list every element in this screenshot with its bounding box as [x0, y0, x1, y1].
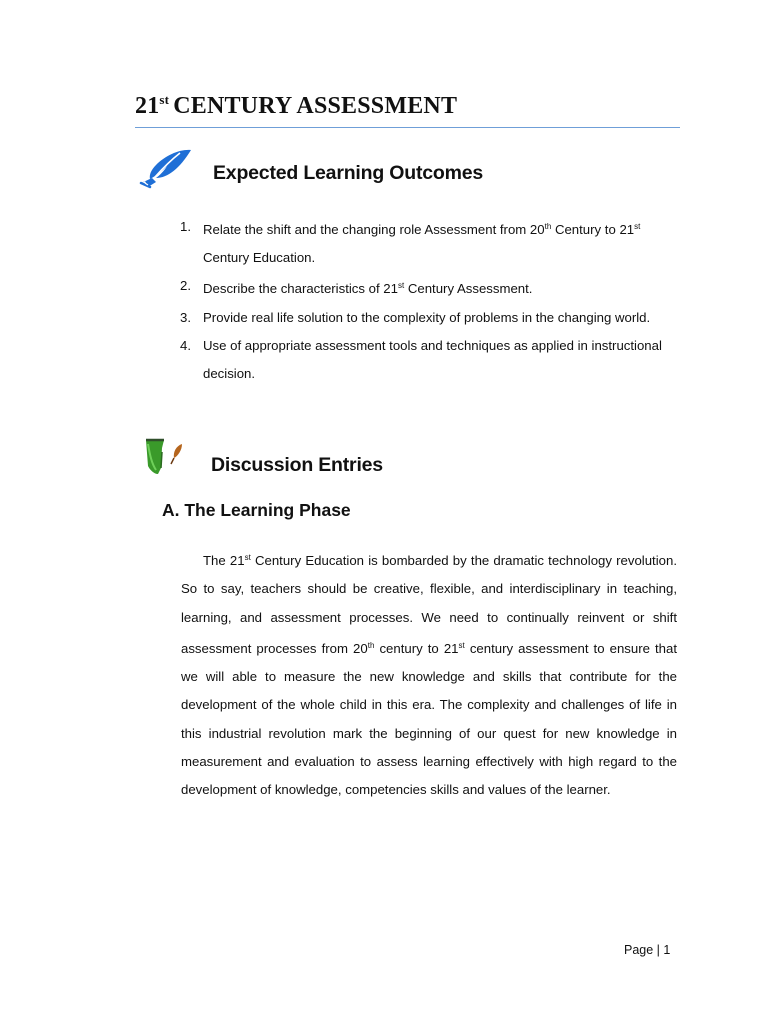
discussion-heading: Discussion Entries [211, 454, 383, 476]
paragraph-text: The 21 [203, 553, 245, 568]
title-rest: CENTURY ASSESSMENT [173, 93, 458, 119]
superscript: st [244, 553, 251, 562]
outcome-number: 1. [180, 219, 191, 234]
outcome-item [180, 272, 670, 303]
outcomes-list [180, 213, 670, 388]
outcome-text [203, 272, 532, 303]
superscript: st [634, 222, 641, 231]
outcome-text-part: Century Assessment. [404, 281, 533, 297]
quill-pen-icon [136, 148, 194, 190]
superscript: st [397, 281, 405, 291]
page-title [135, 92, 457, 120]
outcome-number: 3. [180, 309, 191, 325]
outcome-text-part: Century to 21 [551, 222, 635, 237]
outcome-text-part: Century Education. [203, 250, 316, 266]
outcome-number: 2. [180, 278, 191, 294]
paragraph-text: century assessment to ensure that we will able to measure the new knowledge and skills that contribute for the development of the whole child in this era. The complexity and challenges of life in this industrial revolution mark the beginning of our quest for new knowledge in measurement and evaluation to assess learning effectively with high regard to the development of knowledge, competencies skills and values of the learner. [181, 640, 678, 798]
superscript: th [544, 222, 552, 231]
superscript: st [458, 640, 465, 650]
title-underline [135, 127, 680, 128]
paragraph-text: century to 21 [374, 640, 459, 656]
outcome-item [180, 332, 670, 388]
body-paragraph [181, 544, 677, 805]
outcome-number: 4. [180, 337, 191, 353]
outcome-text: Use of appropriate assessment tools and techniques as applied in instructional decision. [203, 337, 662, 382]
outcomes-heading: Expected Learning Outcomes [213, 162, 484, 184]
section-heading: A. The Learning Phase [162, 500, 351, 520]
outcome-item [180, 213, 670, 272]
outcome-text-part: Relate the shift and the changing role Assessment from 20 [203, 222, 545, 237]
paragraph-text: Century Education is bombarded by the dramatic technology revolution. So to say, teachers should be creative, flexible, and interdisciplinary in teaching, learning, and assessment processes. We need to continually reinvent or shift assessment processes from 20 [181, 553, 677, 656]
outcome-item [180, 304, 670, 332]
outcome-text: Provide real life solution to the complexity of problems in the changing world. [203, 309, 651, 325]
title-prefix: 21 [135, 93, 160, 119]
superscript: th [367, 640, 375, 650]
page-number: Page | 1 [624, 943, 671, 957]
note-with-quill-icon [142, 438, 188, 478]
outcome-text [203, 213, 670, 272]
outcome-text-part: Describe the characteristics of 21 [203, 281, 398, 297]
title-superscript: st [159, 92, 170, 107]
